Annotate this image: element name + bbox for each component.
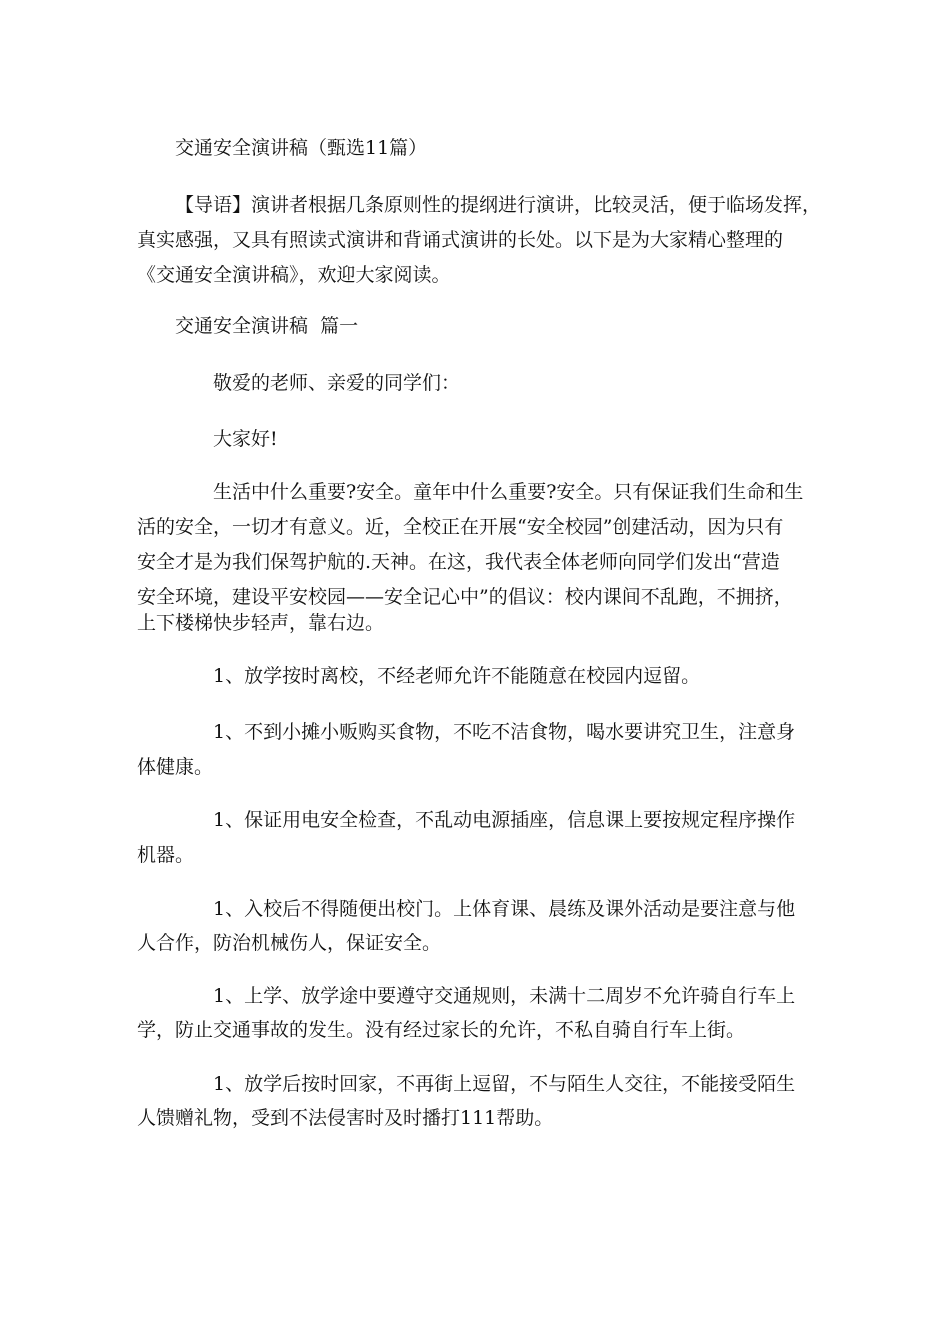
greeting: 敬爱的老师、亲爱的同学们： <box>213 372 461 394</box>
salutation: 大家好! <box>213 428 278 450</box>
list-item-4-line-2: 人合作，防治机械伤人，保证安全。 <box>137 932 442 954</box>
list-item-5-line-1: 1、上学、放学途中要遵守交通规则，未满十二周岁不允许骑自行车上 <box>213 985 796 1007</box>
document-title: 交通安全演讲稿（甄选11篇） <box>175 137 428 159</box>
paragraph1-line-1: 生活中什么重要?安全。童年中什么重要?安全。只有保证我们生命和生 <box>213 481 804 503</box>
section-heading: 交通安全演讲稿 篇一 <box>175 315 359 337</box>
list-item-1-line-1: 1、放学按时离校，不经老师允许不能随意在校园内逗留。 <box>213 665 701 687</box>
intro-line-3: 《交通安全演讲稿》，欢迎大家阅读。 <box>137 264 451 286</box>
list-item-4-line-1: 1、入校后不得随便出校门。上体育课、晨练及课外活动是要注意与他 <box>213 898 796 920</box>
list-item-3-line-1: 1、保证用电安全检查，不乱动电源插座，信息课上要按规定程序操作 <box>213 809 796 831</box>
paragraph1-line-2: 活的安全，一切才有意义。近，全校正在开展“安全校园”创建活动，因为只有 <box>137 516 784 538</box>
list-item-5-line-2: 学，防止交通事故的发生。没有经过家长的允许，不私自骑自行车上街。 <box>137 1019 746 1041</box>
list-item-2-line-2: 体健康。 <box>137 756 214 778</box>
paragraph1-line-3: 安全才是为我们保驾护航的.天神。在这，我代表全体老师向同学们发出“营造 <box>137 551 780 573</box>
list-item-2-line-1: 1、不到小摊小贩购买食物，不吃不洁食物，喝水要讲究卫生，注意身 <box>213 721 796 743</box>
paragraph1-line-4: 安全环境，建设平安校园——安全记心中”的倡议：校内课间不乱跑，不拥挤， <box>137 586 793 608</box>
intro-line-2: 真实感强，又具有照读式演讲和背诵式演讲的长处。以下是为大家精心整理的 <box>137 229 784 251</box>
list-item-6-line-2: 人馈赠礼物，受到不法侵害时及时播打111帮助。 <box>137 1107 554 1129</box>
intro-line-1: 【导语】演讲者根据几条原则性的提纲进行演讲，比较灵活，便于临场发挥， <box>175 194 822 216</box>
paragraph1-line-5: 上下楼梯快步轻声，靠右边。 <box>137 612 385 634</box>
list-item-6-line-1: 1、放学后按时回家，不再街上逗留，不与陌生人交往，不能接受陌生 <box>213 1073 796 1095</box>
list-item-3-line-2: 机器。 <box>137 844 195 866</box>
